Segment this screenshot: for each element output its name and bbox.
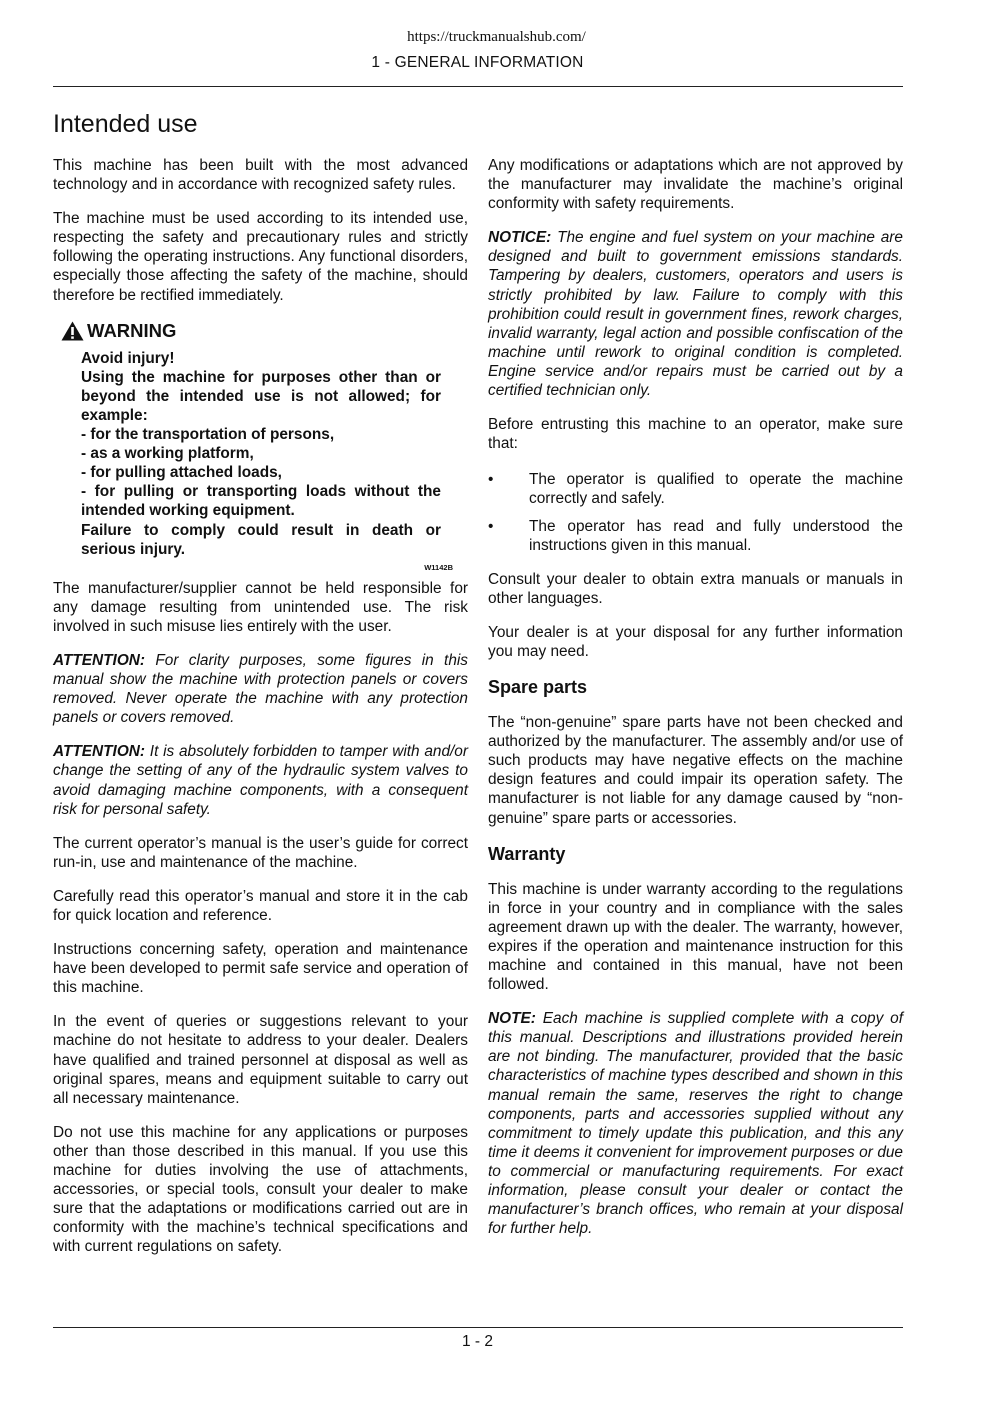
notice-label: NOTICE: — [488, 229, 552, 247]
warning-line: Failure to comply could result in death or serious injury. — [81, 521, 441, 558]
source-url[interactable]: https://truckmanualshub.com/ — [407, 29, 586, 45]
spare-parts-heading: Spare parts — [488, 677, 588, 698]
paragraph: This machine has been built with the most advanced technology and in accordance with recognized safety rules. — [53, 157, 468, 194]
note-label: NOTE: — [488, 1010, 536, 1028]
paragraph: Do not use this machine for any applications or purposes other than those described in this manual. If you use this machine for duties involving the use of attachments, accessories, or special tools, consult your dealer to make sure that the adaptations or modifications carried out are in conformity with the machine’s technical specifications and with current regulations on safety. — [53, 1123, 468, 1256]
requirements-list — [488, 470, 903, 554]
paragraph: This machine is under warranty according to the regulations in force in your country and in compliance with the sales agreement drawn up with the dealer. The warranty, however, expires if the operation and maintenance instruction for this machine and contained in this manual, have not been followed. — [488, 880, 903, 994]
warning-triangle-icon — [61, 321, 84, 341]
warning-line: - as a working platform, — [81, 445, 254, 463]
paragraph: Before entrusting this machine to an operator, make sure that: — [488, 416, 903, 453]
paragraph: Carefully read this operator’s manual and store it in the cab for quick location and reference. — [53, 887, 468, 924]
footer-divider — [53, 1327, 903, 1328]
list-item — [488, 517, 903, 555]
warning-code: W1142B — [424, 562, 453, 572]
warning-heading — [61, 320, 468, 342]
notice-text: The engine and fuel system on your machine are designed and built to government emissions standards. Tampering by dealers, customers, operators and users is strictly prohibited by law. Failure to comply with this prohibition could result in government fines, rework charges, invalid warranty, legal action and possible confiscation of the machine until rework to original condition is completed. Engine service and/or repairs must be carried out by a certified technician only. — [488, 229, 903, 400]
warning-line: - for pulling attached loads, — [81, 464, 282, 482]
paragraph: Instructions concerning safety, operation and maintenance have been developed to permit safe service and operation of this machine. — [53, 941, 468, 997]
list-item — [488, 470, 903, 508]
attention-text: It is absolutely forbidden to tamper with and/or change the setting of any of the hydraulic system valves to avoid damaging machine components, with a consequent risk for personal safety. — [53, 743, 468, 818]
attention-note — [53, 742, 468, 818]
paragraph: Any modifications or adaptations which are not approved by the manufacturer may invalidate the machine’s original conformity with safety requirements. — [488, 157, 903, 213]
bullet-icon: • — [488, 517, 494, 535]
header-divider — [53, 86, 903, 87]
warning-box — [53, 319, 468, 572]
warning-line: - for the transportation of persons, — [81, 426, 335, 444]
paragraph: Your dealer is at your disposal for any further information you may need. — [488, 623, 903, 660]
warning-line: - for pulling or transporting loads without the intended working equipment. — [81, 483, 441, 520]
attention-label: ATTENTION: — [53, 743, 146, 761]
paragraph: In the event of queries or suggestions relevant to your machine do not hesitate to address to your dealer. Dealers have qualified and trained personnel at disposal as well as original spares, means and equipment suitable to carry out all necessary maintenance. — [53, 1013, 468, 1107]
notice-note — [488, 228, 903, 400]
right-column — [488, 156, 903, 1253]
attention-note — [53, 651, 468, 727]
attention-label: ATTENTION: — [53, 651, 146, 669]
page-title: Intended use — [53, 110, 198, 138]
page-number: 1 - 2 — [461, 1333, 493, 1350]
left-column — [53, 156, 468, 1272]
list-item-text: The operator has read and fully understood the instructions given in this manual. — [529, 517, 903, 554]
section-header: 1 - GENERAL INFORMATION — [371, 54, 584, 71]
warning-line: Using the machine for purposes other than or beyond the intended use is not allowed; for example: — [81, 368, 441, 424]
paragraph: The current operator’s manual is the user’s guide for correct run-in, use and maintenance of the machine. — [53, 834, 468, 871]
paragraph: Consult your dealer to obtain extra manuals or manuals in other languages. — [488, 570, 903, 607]
paragraph: The manufacturer/supplier cannot be held responsible for any damage resulting from unintended use. The risk involved in such misuse lies entirely with the user. — [53, 579, 468, 635]
warning-label: WARNING — [87, 319, 177, 341]
bullet-icon: • — [488, 471, 494, 489]
warning-text — [81, 349, 441, 559]
attention-text: For clarity purposes, some figures in this manual show the machine with protection panels or covers removed. Never operate the machine with any protection panels or covers removed. — [53, 651, 468, 727]
note — [488, 1009, 903, 1238]
paragraph: The machine must be used according to its intended use, respecting the safety and precautionary rules and strictly following the operating instructions. Any functional disorders, especially those affecting the safety of the machine, should therefore be rectified immediately. — [53, 210, 468, 304]
warranty-heading: Warranty — [488, 843, 566, 864]
warning-line: Avoid injury! — [81, 349, 175, 367]
list-item-text: The operator is qualified to operate the machine correctly and safely. — [529, 471, 903, 508]
paragraph: The “non-genuine” spare parts have not been checked and authorized by the manufacturer. The assembly and/or use of such products may have negative effects on the machine design features and could impair its operation safety. The manufacturer is not liable for any damage caused by “non-genuine” spare parts or accessories. — [488, 714, 903, 827]
note-text: Each machine is supplied complete with a copy of this manual. Descriptions and illustrations provided herein are not binding. The manufacturer, provided that the basic characteristics of machine types described and shown in this manual remain the same, reserves the right to change components, parts and accessories supplied without any commitment to timely update this publication, and this any time it deems it convenient for improvement purposes or due to commercial or manufacturing requirements. For exact information, please consult your dealer or contact the manufacturer’s branch offices, who remain at your disposal for further help. — [488, 1010, 903, 1238]
